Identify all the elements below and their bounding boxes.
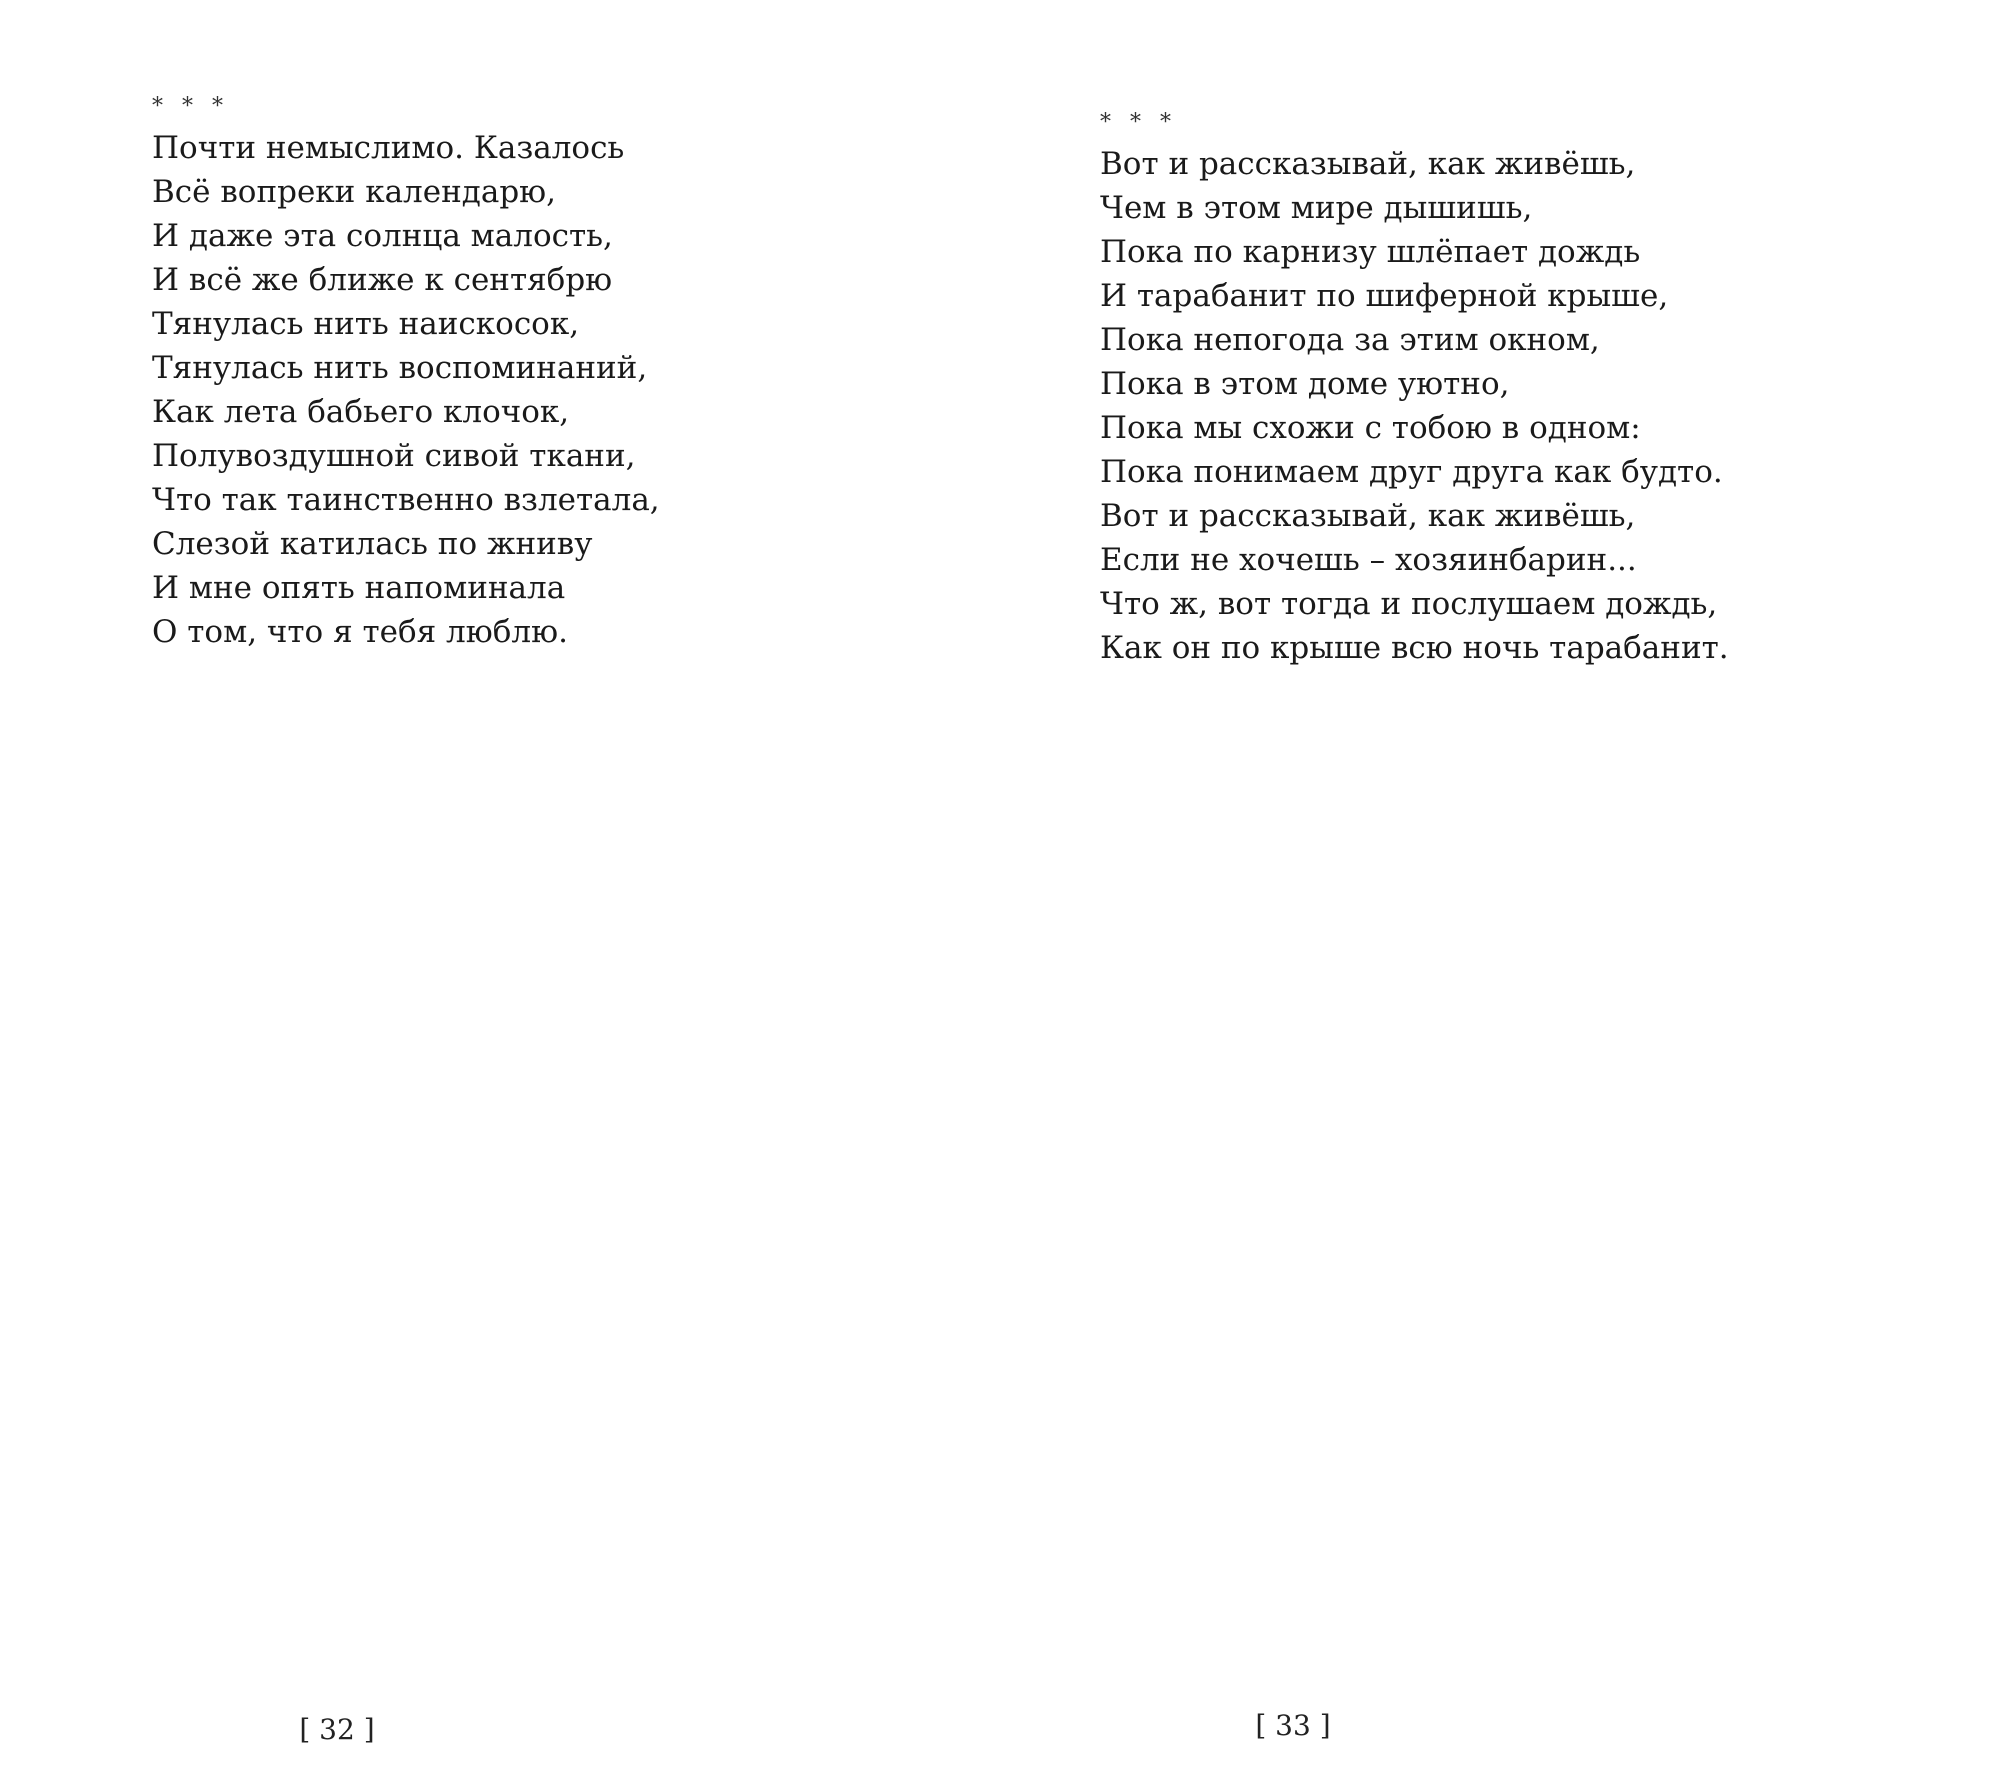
poem-line: Пока в этом доме уютно, [1100,366,1510,402]
poem-left [152,92,660,654]
poem-line: Как лета бабьего клочок, [152,394,570,430]
poem-line: И даже эта солнца малость, [152,218,613,254]
right-page [1000,0,2000,1774]
poem-line: И тарабанит по шиферной крыше, [1100,278,1669,314]
poem-line: Вот и рассказывай, как живёшь, [1100,498,1636,534]
poem-line: Почти немыслимо. Казалось [152,130,625,166]
poem-line: Тянулась нить воспоминаний, [152,350,648,386]
page-number-left: [ 32 ] [299,1713,375,1746]
poem-line: Пока непогода за этим окном, [1100,322,1600,358]
poem-line: Пока понимаем друг друга как будто. [1100,454,1723,490]
poem-separator: * * * [152,94,229,119]
poem-line: И мне опять напоминала [152,570,566,606]
poem-line: Что ж, вот тогда и послушаем дождь, [1100,586,1718,622]
poem-line: Слезой катилась по жниву [152,526,593,562]
poem-line: Чем в этом мире дышишь, [1100,190,1533,226]
page-number-right: [ 33 ] [1255,1709,1331,1742]
poem-line: Если не хочешь – хозяинбарин... [1100,542,1637,578]
poem-line: Что так таинственно взлетала, [152,482,660,518]
poem-line: Пока мы схожи с тобою в одном: [1100,410,1641,446]
poem-line: И всё же ближе к сентябрю [152,262,613,298]
poem-line: О том, что я тебя люблю. [152,614,568,650]
poem-line: Как он по крыше всю ночь тарабанит. [1100,630,1729,666]
poem-separator: * * * [1100,110,1177,135]
poem-line: Тянулась нить наискосок, [152,306,580,342]
poem-right [1100,108,1729,670]
poem-line: Всё вопреки календарю, [152,174,557,210]
poem-line: Полувоздушной сивой ткани, [152,438,636,474]
poem-line: Пока по карнизу шлёпает дождь [1100,234,1641,270]
poem-line: Вот и рассказывай, как живёшь, [1100,146,1636,182]
